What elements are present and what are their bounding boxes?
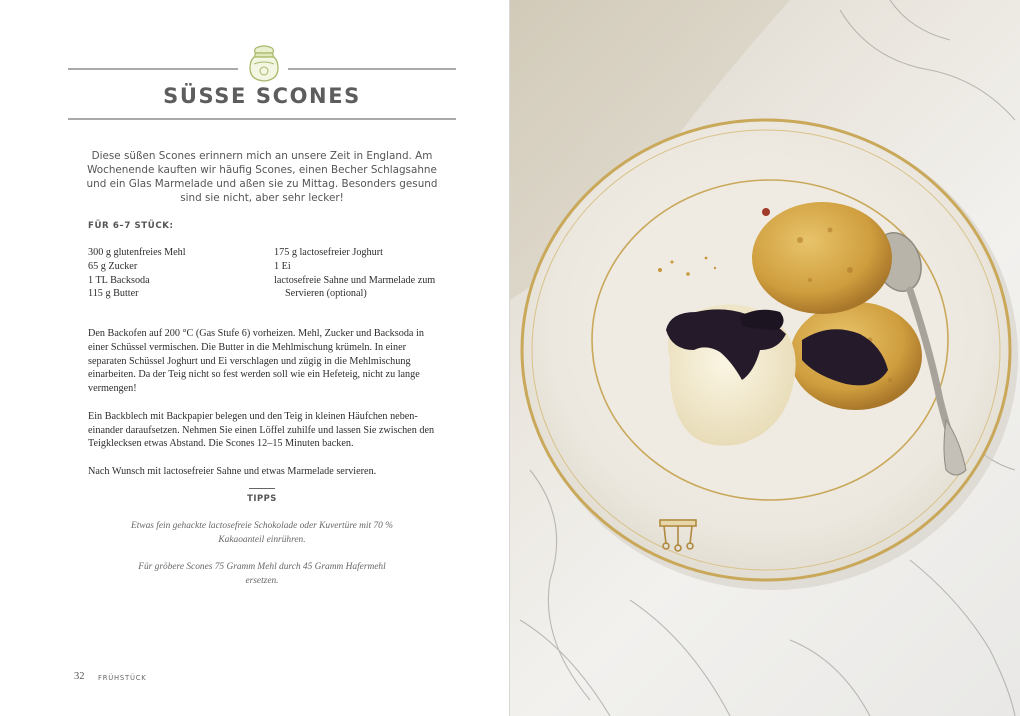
ingredient-item: 1 TL Backsoda	[88, 274, 150, 286]
tips-divider	[249, 488, 275, 489]
method-paragraph: Ein Backblech mit Backpapier belegen und den Teig in kleinen Häufchen neben- einander daraufsetzen. Nehmen Sie einen Löffel zuhilfe und lassen Sie zwischen den Teigklecksen etwas Abstand. Die Scones 12–15 Minuten backen.	[88, 410, 435, 450]
header-rule-bottom	[68, 118, 456, 120]
method-paragraph: Nach Wunsch mit lactosefreier Sahne und etwas Marmelade servieren.	[88, 465, 377, 477]
ingredient-item: lactosefreie Sahne und Marmelade zum	[274, 274, 436, 286]
yield-label: FÜR 6–7 STÜCK:	[88, 221, 174, 231]
ingredient-item: 115 g Butter	[88, 288, 139, 300]
tip-item: Für gröbere Scones 75 Gramm Mehl durch 45 Gramm Hafermehl ersetzen.	[138, 562, 386, 586]
header-rule-left	[68, 68, 238, 70]
jam-jar-icon	[246, 44, 282, 84]
scones-photo	[510, 0, 1020, 716]
page-number: 32	[74, 671, 85, 682]
ingredient-item: Servieren (optional)	[285, 288, 367, 300]
ingredient-item: 1 Ei	[274, 260, 291, 272]
tip-item: Etwas fein gehackte lactosefreie Schokolade oder Kuvertüre mit 70 % Kakaoanteil einrühren.	[131, 521, 393, 545]
ingredient-item: 175 g lactosefreier Joghurt	[274, 247, 383, 258]
recipe-title: SÜSSE SCONES	[163, 84, 361, 108]
recipe-intro: Diese süßen Scones erinnern mich an unsere Zeit in England. Am Wochenende kauften wir häufig Scones, einen Becher Schlagsahne und ein Glas Marmelade und aßen sie zu Mittag. Besonders gesund sind sie nicht, aber sehr lecker!	[86, 150, 438, 204]
ingredients-column-left	[88, 246, 268, 301]
ingredient-item: 300 g glutenfreies Mehl	[88, 247, 186, 258]
method-steps	[88, 327, 436, 493]
section-name: FRÜHSTÜCK	[98, 674, 147, 682]
plate-illustration	[510, 0, 1020, 716]
tips-heading: TIPPS	[247, 493, 277, 503]
method-paragraph: Den Backofen auf 200 °C (Gas Stufe 6) vorheizen. Mehl, Zucker und Backsoda in einer Schüssel vermischen. Die Butter in die Mehlmischung krümeln. In einer separaten Schüssel Joghurt und Ei verschlagen und zügig in die Mehlmischung einarbeiten. Da der Teig nicht so fest werden soll wie ein Hefeteig, nicht zu lange vermengen!	[88, 328, 424, 395]
ingredients-column-right	[274, 246, 454, 301]
ingredient-item: 65 g Zucker	[88, 260, 138, 272]
header-rule-right	[288, 68, 456, 70]
